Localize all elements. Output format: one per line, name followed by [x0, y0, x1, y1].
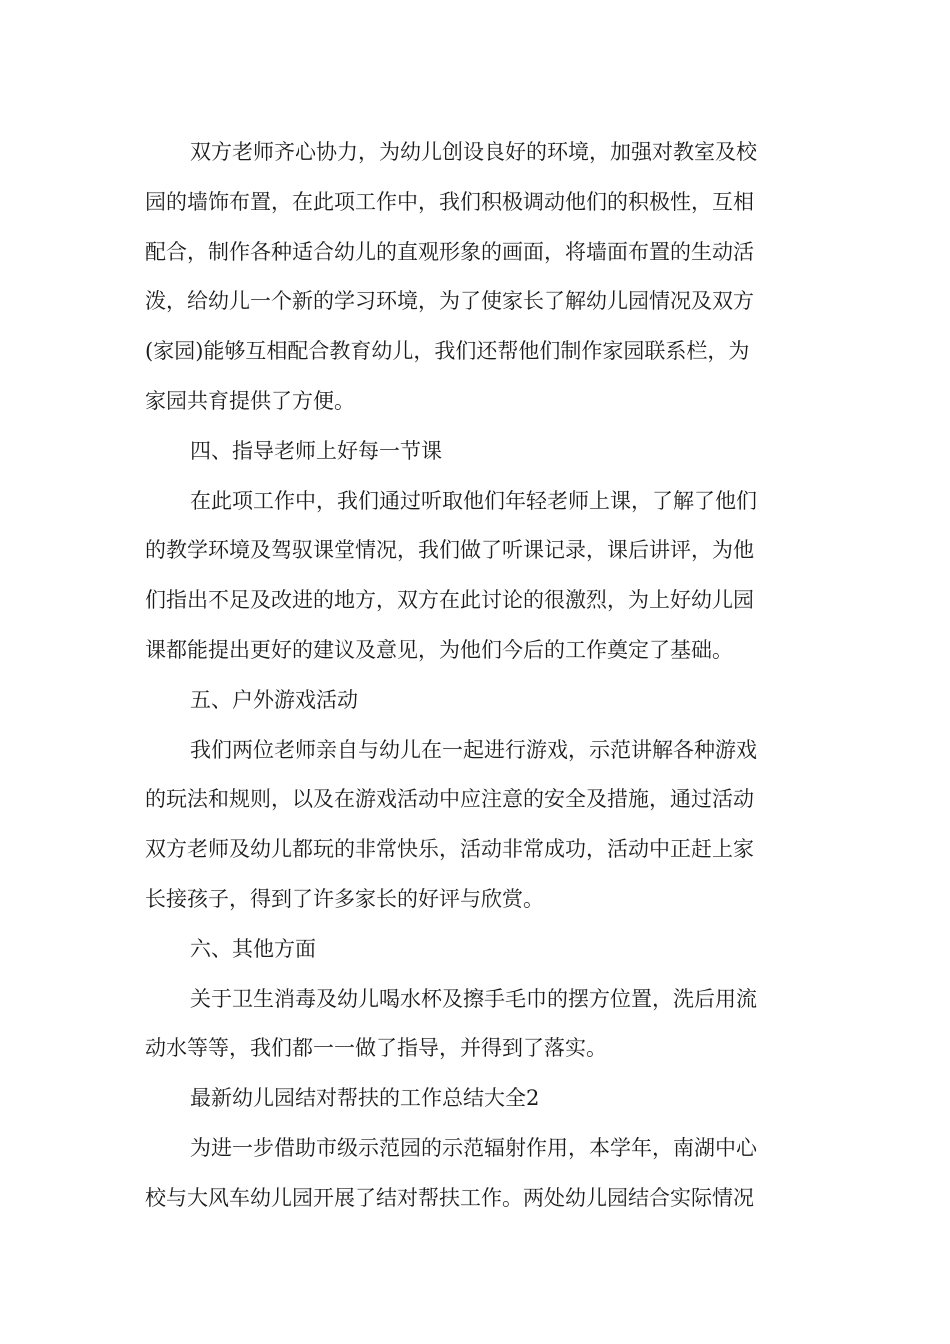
text-line: 在此项工作中，我们通过听取他们年轻老师上课，了解了他们	[190, 488, 757, 513]
text-line: 六、其他方面	[190, 936, 316, 961]
text-line: 我们两位老师亲自与幼儿在一起进行游戏，示范讲解各种游戏	[190, 737, 757, 762]
text-line: 校与大风车幼儿园开展了结对帮扶工作。两处幼儿园结合实际情况	[145, 1185, 754, 1210]
text-line: 五、户外游戏活动	[190, 687, 358, 712]
text-line: 双方老师齐心协力，为幼儿创设良好的环境，加强对教室及校	[190, 140, 757, 164]
text-line: 课都能提出更好的建议及意见，为他们今后的工作奠定了基础。	[145, 637, 733, 662]
text-line: 为进一步借助市级示范园的示范辐射作用，本学年，南湖中心	[190, 1135, 757, 1160]
text-line: 泼，给幼儿一个新的学习环境，为了使家长了解幼儿园情况及双方	[145, 289, 754, 314]
text-line: 长接孩子，得到了许多家长的好评与欣赏。	[145, 886, 544, 911]
text-line: 的教学环境及驾驭课堂情况，我们做了听课记录，课后讲评，为他	[145, 538, 754, 563]
text-line: 动水等等，我们都一一做了指导，并得到了落实。	[145, 1036, 607, 1061]
text-line: (家园)能够互相配合教育幼儿，我们还帮他们制作家园联系栏，为	[145, 339, 750, 364]
document-body	[145, 128, 815, 1224]
text-line: 家园共育提供了方便。	[145, 388, 355, 413]
text-line: 配合，制作各种适合幼儿的直观形象的画面，将墙面布置的生动活	[145, 239, 754, 264]
text-line: 最新幼儿园结对帮扶的工作总结大全2	[190, 1086, 540, 1111]
text-line: 双方老师及幼儿都玩的非常快乐，活动非常成功，活动中正赶上家	[145, 837, 754, 862]
text-line: 关于卫生消毒及幼儿喝水杯及擦手毛巾的摆方位置，洗后用流	[190, 986, 757, 1011]
text-line: 的玩法和规则，以及在游戏活动中应注意的安全及措施，通过活动	[145, 787, 754, 812]
text-line: 园的墙饰布置，在此项工作中，我们积极调动他们的积极性，互相	[145, 189, 754, 214]
text-line: 们指出不足及改进的地方，双方在此讨论的很激烈，为上好幼儿园	[145, 588, 754, 613]
text-line: 四、指导老师上好每一节课	[190, 438, 442, 463]
